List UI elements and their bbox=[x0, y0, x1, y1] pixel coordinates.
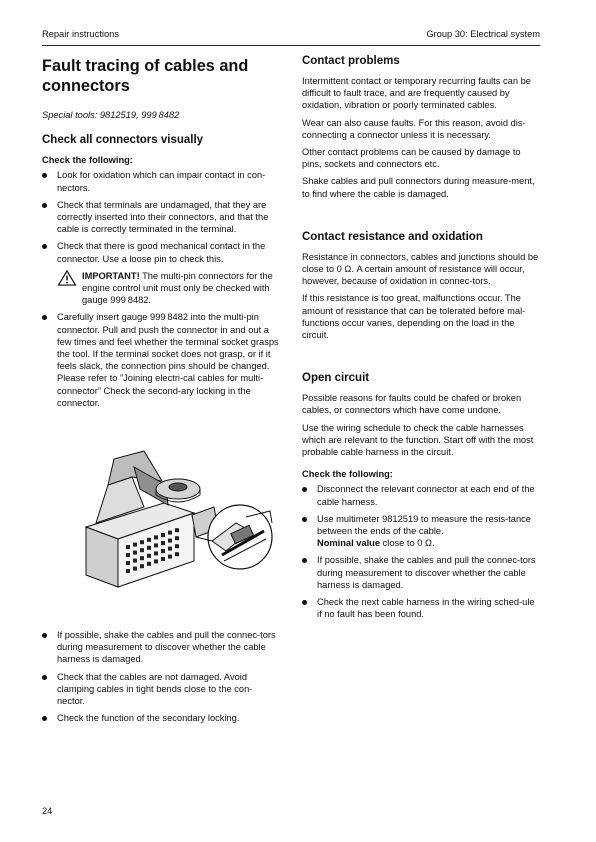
nominal-value-label: Nominal value bbox=[317, 538, 381, 549]
checklist-a bbox=[42, 169, 280, 264]
section-heading-open-circuit: Open circuit bbox=[302, 372, 370, 385]
paragraph: Wear can also cause faults. For this reason, avoid dis-connecting a connector unless it is necessary. bbox=[302, 117, 526, 140]
bullet-icon bbox=[302, 487, 307, 492]
list-item: Look for oxidation which can impair contact in con-nectors. bbox=[42, 169, 280, 193]
warning-triangle-icon bbox=[57, 270, 77, 286]
list-item: Disconnect the relevant connector at each end of the cable harness. bbox=[302, 483, 540, 507]
paragraph: Shake cables and pull connectors during measure-ment, to find where the cable is damaged. bbox=[302, 176, 535, 199]
paragraph: Other contact problems can be caused by damage to pins, sockets and connectors etc. bbox=[302, 147, 521, 170]
list-item: Check that terminals are undamaged, that they are correctly inserted into their connectors, and that the cable is correctly terminated in the terminal. bbox=[42, 199, 280, 236]
section-heading-contact-resistance: Contact resistance and oxidation bbox=[302, 230, 483, 243]
section-heading-check-connectors: Check all connectors visually bbox=[42, 134, 204, 147]
paragraph: Possible reasons for faults could be chafed or broken cables, or connectors which have come undone. bbox=[302, 393, 522, 416]
running-header-right: Group 30: Electrical system bbox=[426, 29, 540, 39]
check-following-heading: Check the following: bbox=[302, 469, 393, 480]
list-item: If possible, shake the cables and pull the connec-tors during measurement to discover whether the cable harness is damaged. bbox=[302, 554, 540, 591]
list-item: Carefully insert gauge 999 8482 into the multi-pin connector. Pull and push the connector in and out a few times and feel whether the terminal socket grasps the tool. If the terminal socket does not grasp, or if it feels slack, the connection pins should be changed. Please refer to ”Joining electri-cal cables for multi-connector” Check the second-ary locking in the connector. bbox=[42, 311, 280, 409]
paragraph: Resistance in connectors, cables and junctions should be close to 0 Ω. A certain amount of resistance will occur, however, because of oxidation in connec-tors. bbox=[302, 251, 539, 287]
bullet-icon bbox=[302, 558, 307, 563]
paragraph: Intermittent contact or temporary recurring faults can be difficult to fault trace, and are frequently caused by oxidation, vibration or poorly terminated cables. bbox=[302, 76, 531, 111]
bullet-icon bbox=[42, 315, 47, 320]
bullet-icon bbox=[42, 173, 47, 178]
bullet-icon bbox=[42, 675, 47, 680]
connector-illustration bbox=[74, 445, 284, 591]
nominal-value-text: close to 0 Ω. bbox=[380, 538, 435, 549]
list-item: Use multimeter 9812519 to measure the resis-tance between the ends of the cable. Nominal value close to 0 Ω. bbox=[302, 513, 540, 550]
bullet-icon bbox=[302, 600, 307, 605]
important-label: IMPORTANT! bbox=[82, 270, 140, 281]
list-item: Check that the cables are not damaged. Avoid clamping cables in tight bends close to the con-nector. bbox=[42, 671, 280, 708]
running-header-left: Repair instructions bbox=[42, 29, 119, 39]
important-note bbox=[42, 270, 280, 307]
important-text: The multi-pin connectors for the engine control unit must only be checked with gauge 999 8482. bbox=[82, 270, 273, 306]
paragraph: Use the wiring schedule to check the cable harnesses which are relevant to the function. Start off with the most probable cable harness in the circuit. bbox=[302, 422, 534, 458]
checklist-open-circuit bbox=[302, 483, 540, 620]
header-rule bbox=[42, 45, 540, 46]
left-column bbox=[42, 54, 280, 729]
section-heading-contact-problems: Contact problems bbox=[302, 55, 400, 67]
bullet-icon bbox=[302, 517, 307, 522]
checklist-c bbox=[42, 629, 280, 724]
paragraph: If this resistance is too great, malfunctions occur. The amount of resistance that can be tolerated before mal-functions occur varies, depending on the load in the circuit. bbox=[302, 293, 526, 341]
page-number: 24 bbox=[42, 806, 53, 816]
bullet-icon bbox=[42, 244, 47, 249]
list-item: Check that there is good mechanical contact in the connector. Use a loose pin to check this. bbox=[42, 240, 280, 264]
checklist-b bbox=[42, 311, 280, 409]
bullet-icon bbox=[42, 716, 47, 721]
bullet-icon bbox=[42, 203, 47, 208]
page-title: Fault tracing of cables and connectors bbox=[42, 57, 249, 95]
check-following-heading: Check the following: bbox=[42, 155, 133, 166]
list-item: Check the function of the secondary locking. bbox=[42, 712, 280, 724]
list-item: If possible, shake the cables and pull the connec-tors during measurement to discover whether the cable harness is damaged. bbox=[42, 629, 280, 666]
special-tools: Special tools: 9812519, 999 8482 bbox=[42, 110, 180, 120]
right-column bbox=[302, 54, 540, 626]
list-item: Check the next cable harness in the wiring sched-ule if no fault has been found. bbox=[302, 596, 540, 620]
bullet-icon bbox=[42, 633, 47, 638]
